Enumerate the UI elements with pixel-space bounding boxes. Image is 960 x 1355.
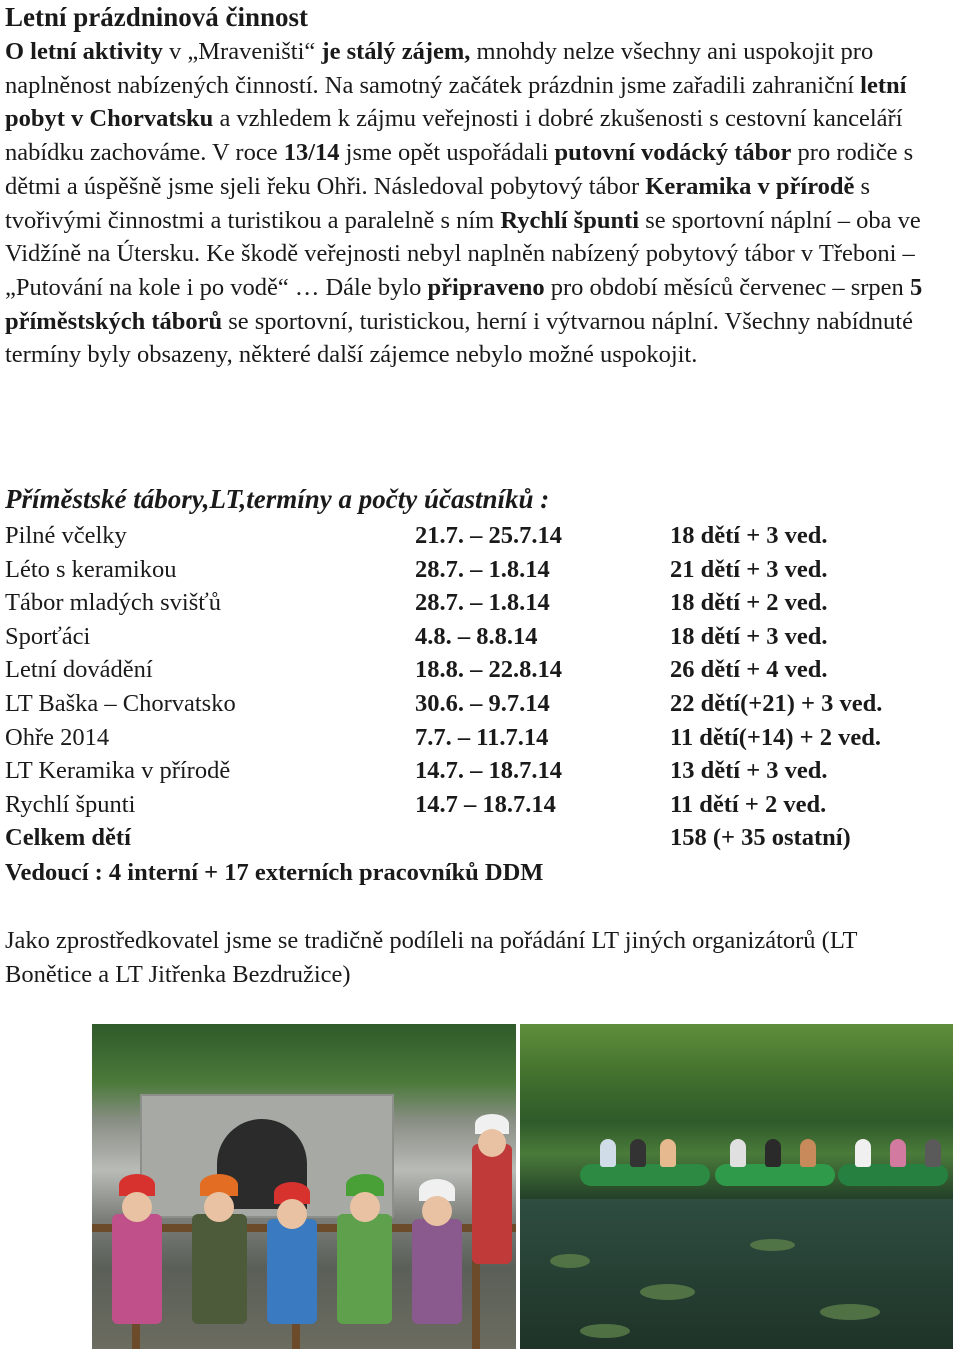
intro-run: pro rodiče s dětmi a úspěšně jsme sjeli řeku Ohři. Následoval pobytový tábor: [5, 139, 914, 200]
intro-run: mnohdy nelze všechny ani uspokojit pro naplněnost nabízených činností. Na samotný začátek prázdnin jsme zařadili zahraniční: [5, 38, 874, 99]
camp-dates: 28.7. – 1.8.14: [415, 589, 550, 617]
intro-run: letní pobyt v Chorvatsku: [5, 71, 907, 133]
intro-run: 13/14: [283, 139, 340, 167]
camp-name: LT Keramika v přírodě: [5, 757, 231, 785]
photo-children-mine-entrance: [92, 1024, 516, 1349]
camp-count: 11 dětí(+14) + 2 ved.: [670, 723, 881, 751]
intro-run: je stálý zájem,: [321, 38, 471, 65]
intro-run: Keramika v přírodě: [645, 172, 855, 200]
camp-row: [5, 586, 882, 620]
camp-dates: 7.7. – 11.7.14: [415, 723, 549, 751]
intro-run: pro období měsíců červenec – srpen: [544, 273, 910, 301]
camp-name: Ohře 2014: [5, 723, 110, 751]
camp-count: 18 dětí + 3 ved.: [670, 622, 828, 650]
total-row: [5, 821, 882, 855]
page-title: Letní prázdninová činnost: [5, 2, 309, 32]
camp-row: [5, 687, 882, 721]
intro-run: putovní vodácký tábor: [554, 139, 792, 167]
camp-name: Pilné včelky: [5, 522, 127, 549]
intro-run: jsme opět uspořádali: [339, 139, 555, 167]
photo-canoes-on-river: [520, 1024, 953, 1349]
camp-row: [5, 653, 882, 687]
camp-dates: 4.8. – 8.8.14: [415, 622, 538, 650]
camp-dates: 18.8. – 22.8.14: [415, 656, 562, 684]
camps-table: [5, 519, 882, 855]
intro-paragraph: [5, 35, 953, 372]
camp-row: [5, 620, 882, 654]
camp-count: 18 dětí + 2 ved.: [670, 589, 828, 617]
camp-row: [5, 553, 882, 587]
camp-row: [5, 754, 882, 788]
intro-run: O letní aktivity: [5, 38, 163, 65]
camp-dates: 28.7. – 1.8.14: [415, 555, 550, 583]
camp-name: Rychlí špunti: [5, 790, 136, 818]
intro-run: v „Mraveništi“: [162, 38, 322, 65]
leaders-line: Vedoucí : 4 interní + 17 externích pracovníků DDM: [5, 859, 544, 886]
camp-row: [5, 721, 882, 755]
intro-run: a vzhledem k zájmu veřejnosti i dobré zkušenosti s cestovní kanceláří nabídku zachováme. V roce: [5, 105, 903, 167]
intro-run: s tvořivými činnostmi a turistikou a paralelně s ním: [5, 172, 871, 234]
camp-count: 21 dětí + 3 ved.: [670, 555, 828, 583]
camp-name: LT Baška – Chorvatsko: [5, 689, 236, 717]
intro-run: se sportovní náplní – oba ve Vidžíně na Útersku. Ke škodě veřejnosti nebyl naplněn nabízený pobytový tábor v Třeboni – „Putování na kole i po vodě“ … Dále bylo: [5, 206, 921, 301]
camp-count: 13 dětí + 3 ved.: [670, 757, 828, 785]
camp-dates: 21.7. – 25.7.14: [415, 522, 562, 549]
camp-count: 22 dětí(+21) + 3 ved.: [670, 689, 883, 717]
camp-count: 18 dětí + 3 ved.: [670, 522, 828, 549]
camp-name: Léto s keramikou: [5, 555, 177, 583]
intro-run: se sportovní, turistickou, herní i výtvarnou náplní. Všechny nabídnuté termíny byly obsazeny, některé další zájemce nebylo možné uspokojit.: [5, 307, 913, 369]
camp-count: 26 dětí + 4 ved.: [670, 656, 828, 684]
camp-name: Tábor mladých svišťů: [5, 589, 221, 617]
camp-count: 11 dětí + 2 ved.: [670, 790, 827, 818]
intro-run: Rychlí špunti: [500, 206, 640, 234]
total-value: 158 (+ 35 ostatní): [670, 824, 851, 852]
intro-run: 5 příměstských táborů: [5, 273, 923, 335]
camp-dates: 14.7. – 18.7.14: [415, 757, 562, 785]
intro-run: připraveno: [427, 273, 545, 301]
camps-subheading: Příměstské tábory,LT,termíny a počty účastníků :: [5, 484, 550, 514]
camp-row: [5, 788, 882, 822]
camp-name: Letní dovádění: [5, 656, 153, 684]
camp-name: Sporťáci: [5, 622, 91, 650]
camp-dates: 14.7 – 18.7.14: [415, 790, 556, 818]
total-label: Celkem dětí: [5, 824, 131, 852]
camp-row: [5, 519, 882, 553]
outro-paragraph: Jako zprostředkovatel jsme se tradičně podíleli na pořádání LT jiných organizátorů (LT Bonětice a LT Jitřenka Bezdružice): [5, 927, 858, 988]
camp-dates: 30.6. – 9.7.14: [415, 689, 550, 717]
